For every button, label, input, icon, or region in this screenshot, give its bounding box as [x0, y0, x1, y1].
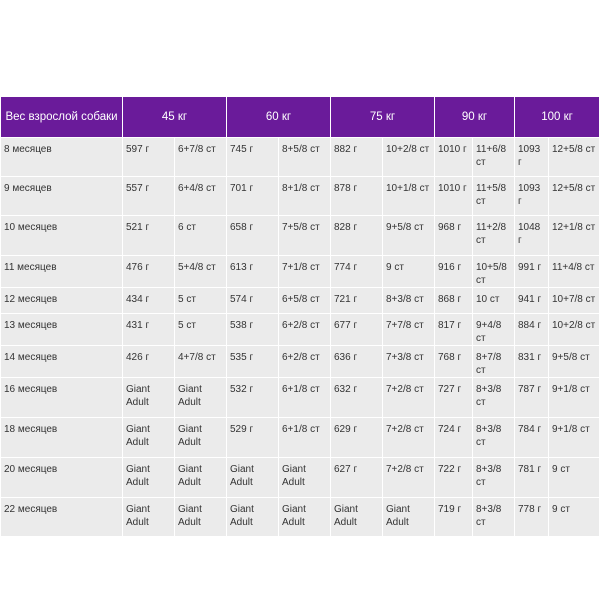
- row-age-label: 22 месяцев: [1, 498, 122, 536]
- cell-w75-cups: 10+1/8 ст: [383, 177, 434, 215]
- cell-w90-cups: 8+3/8 ст: [473, 378, 514, 417]
- table-row: [1, 458, 599, 497]
- cell-w60-grams: 701 г: [227, 177, 278, 215]
- cell-w60-grams: 529 г: [227, 418, 278, 457]
- header-weight-100: 100 кг: [515, 97, 599, 137]
- cell-w90-cups: 10 ст: [473, 288, 514, 313]
- cell-w75-cups: 7+2/8 ст: [383, 418, 434, 457]
- cell-w100-cups: 12+5/8 ст: [549, 138, 599, 176]
- cell-w90-cups: 10+5/8 ст: [473, 256, 514, 287]
- cell-w90-cups: 11+2/8 ст: [473, 216, 514, 255]
- cell-w90-cups: 8+3/8 ст: [473, 498, 514, 536]
- cell-w90-grams: 1010 г: [435, 177, 472, 215]
- cell-w75-cups: 8+3/8 ст: [383, 288, 434, 313]
- feeding-table: [0, 96, 600, 537]
- feeding-table-wrapper: [0, 96, 600, 537]
- cell-w75-grams: 878 г: [331, 177, 382, 215]
- cell-w75-grams: 774 г: [331, 256, 382, 287]
- cell-w100-grams: 1093 г: [515, 138, 548, 176]
- cell-w90-grams: 727 г: [435, 378, 472, 417]
- cell-w45-grams: Giant Adult: [123, 498, 174, 536]
- cell-w100-cups: 9+1/8 ст: [549, 418, 599, 457]
- cell-w100-grams: 831 г: [515, 346, 548, 377]
- cell-w60-cups: 6+5/8 ст: [279, 288, 330, 313]
- cell-w45-grams: 434 г: [123, 288, 174, 313]
- header-corner: Вес взрослой собаки: [1, 97, 122, 137]
- cell-w100-grams: 991 г: [515, 256, 548, 287]
- cell-w45-grams: 431 г: [123, 314, 174, 345]
- cell-w100-grams: 1048 г: [515, 216, 548, 255]
- cell-w60-grams: 745 г: [227, 138, 278, 176]
- cell-w45-grams: Giant Adult: [123, 378, 174, 417]
- cell-w75-grams: 632 г: [331, 378, 382, 417]
- header-weight-75: 75 кг: [331, 97, 434, 137]
- cell-w60-cups: 6+2/8 ст: [279, 346, 330, 377]
- row-age-label: 20 месяцев: [1, 458, 122, 497]
- cell-w60-grams: Giant Adult: [227, 458, 278, 497]
- table-row: [1, 177, 599, 215]
- cell-w100-cups: 9 ст: [549, 498, 599, 536]
- cell-w100-cups: 9 ст: [549, 458, 599, 497]
- cell-w45-cups: Giant Adult: [175, 378, 226, 417]
- cell-w45-grams: Giant Adult: [123, 418, 174, 457]
- cell-w100-grams: 787 г: [515, 378, 548, 417]
- cell-w100-grams: 781 г: [515, 458, 548, 497]
- cell-w90-grams: 768 г: [435, 346, 472, 377]
- row-age-label: 16 месяцев: [1, 378, 122, 417]
- cell-w60-cups: Giant Adult: [279, 458, 330, 497]
- cell-w60-grams: 532 г: [227, 378, 278, 417]
- cell-w100-cups: 9+1/8 ст: [549, 378, 599, 417]
- cell-w100-cups: 9+5/8 ст: [549, 346, 599, 377]
- cell-w60-cups: 6+1/8 ст: [279, 378, 330, 417]
- cell-w45-cups: Giant Adult: [175, 458, 226, 497]
- cell-w90-grams: 1010 г: [435, 138, 472, 176]
- cell-w100-cups: 12+1/8 ст: [549, 216, 599, 255]
- cell-w90-grams: 868 г: [435, 288, 472, 313]
- cell-w90-grams: 916 г: [435, 256, 472, 287]
- cell-w75-grams: 636 г: [331, 346, 382, 377]
- cell-w75-grams: 627 г: [331, 458, 382, 497]
- cell-w90-grams: 817 г: [435, 314, 472, 345]
- cell-w60-grams: 613 г: [227, 256, 278, 287]
- cell-w45-cups: Giant Adult: [175, 418, 226, 457]
- cell-w60-grams: 535 г: [227, 346, 278, 377]
- cell-w45-grams: 426 г: [123, 346, 174, 377]
- cell-w75-grams: 629 г: [331, 418, 382, 457]
- table-row: [1, 498, 599, 536]
- table-row: [1, 346, 599, 377]
- cell-w45-grams: 597 г: [123, 138, 174, 176]
- cell-w100-grams: 941 г: [515, 288, 548, 313]
- cell-w45-cups: 5 ст: [175, 314, 226, 345]
- table-row: [1, 138, 599, 176]
- header-row: [1, 97, 599, 137]
- table-row: [1, 288, 599, 313]
- cell-w75-cups: 7+3/8 ст: [383, 346, 434, 377]
- cell-w45-grams: Giant Adult: [123, 458, 174, 497]
- header-weight-60: 60 кг: [227, 97, 330, 137]
- cell-w60-cups: 8+1/8 ст: [279, 177, 330, 215]
- cell-w75-grams: 828 г: [331, 216, 382, 255]
- cell-w100-grams: 784 г: [515, 418, 548, 457]
- cell-w45-cups: 5 ст: [175, 288, 226, 313]
- cell-w100-cups: 10+2/8 ст: [549, 314, 599, 345]
- row-age-label: 12 месяцев: [1, 288, 122, 313]
- cell-w45-grams: 476 г: [123, 256, 174, 287]
- table-row: [1, 216, 599, 255]
- cell-w45-cups: 6 ст: [175, 216, 226, 255]
- row-age-label: 10 месяцев: [1, 216, 122, 255]
- cell-w100-grams: 778 г: [515, 498, 548, 536]
- cell-w60-cups: 6+1/8 ст: [279, 418, 330, 457]
- cell-w75-grams: 721 г: [331, 288, 382, 313]
- cell-w90-grams: 719 г: [435, 498, 472, 536]
- cell-w90-grams: 968 г: [435, 216, 472, 255]
- header-weight-45: 45 кг: [123, 97, 226, 137]
- cell-w60-cups: Giant Adult: [279, 498, 330, 536]
- cell-w75-cups: 9 ст: [383, 256, 434, 287]
- header-weight-90: 90 кг: [435, 97, 514, 137]
- cell-w75-cups: 9+5/8 ст: [383, 216, 434, 255]
- cell-w90-cups: 11+5/8 ст: [473, 177, 514, 215]
- cell-w75-grams: Giant Adult: [331, 498, 382, 536]
- cell-w75-cups: 7+7/8 ст: [383, 314, 434, 345]
- cell-w90-cups: 8+3/8 ст: [473, 458, 514, 497]
- cell-w60-cups: 6+2/8 ст: [279, 314, 330, 345]
- cell-w60-cups: 8+5/8 ст: [279, 138, 330, 176]
- row-age-label: 14 месяцев: [1, 346, 122, 377]
- cell-w75-cups: 7+2/8 ст: [383, 378, 434, 417]
- cell-w60-grams: Giant Adult: [227, 498, 278, 536]
- cell-w90-cups: 9+4/8 ст: [473, 314, 514, 345]
- cell-w75-cups: 10+2/8 ст: [383, 138, 434, 176]
- cell-w90-cups: 11+6/8 ст: [473, 138, 514, 176]
- cell-w60-cups: 7+1/8 ст: [279, 256, 330, 287]
- cell-w45-grams: 521 г: [123, 216, 174, 255]
- cell-w100-grams: 884 г: [515, 314, 548, 345]
- cell-w45-cups: Giant Adult: [175, 498, 226, 536]
- cell-w60-grams: 658 г: [227, 216, 278, 255]
- cell-w75-cups: 7+2/8 ст: [383, 458, 434, 497]
- table-row: [1, 256, 599, 287]
- cell-w100-grams: 1093 г: [515, 177, 548, 215]
- cell-w75-grams: 882 г: [331, 138, 382, 176]
- row-age-label: 8 месяцев: [1, 138, 122, 176]
- cell-w45-grams: 557 г: [123, 177, 174, 215]
- cell-w45-cups: 6+4/8 ст: [175, 177, 226, 215]
- cell-w45-cups: 6+7/8 ст: [175, 138, 226, 176]
- cell-w75-cups: Giant Adult: [383, 498, 434, 536]
- cell-w60-grams: 574 г: [227, 288, 278, 313]
- cell-w75-grams: 677 г: [331, 314, 382, 345]
- cell-w90-grams: 724 г: [435, 418, 472, 457]
- cell-w45-cups: 4+7/8 ст: [175, 346, 226, 377]
- cell-w90-cups: 8+7/8 ст: [473, 346, 514, 377]
- table-row: [1, 378, 599, 417]
- table-row: [1, 314, 599, 345]
- row-age-label: 18 месяцев: [1, 418, 122, 457]
- cell-w100-cups: 11+4/8 ст: [549, 256, 599, 287]
- cell-w90-cups: 8+3/8 ст: [473, 418, 514, 457]
- cell-w90-grams: 722 г: [435, 458, 472, 497]
- row-age-label: 11 месяцев: [1, 256, 122, 287]
- cell-w100-cups: 10+7/8 ст: [549, 288, 599, 313]
- cell-w45-cups: 5+4/8 ст: [175, 256, 226, 287]
- cell-w60-grams: 538 г: [227, 314, 278, 345]
- cell-w60-cups: 7+5/8 ст: [279, 216, 330, 255]
- row-age-label: 9 месяцев: [1, 177, 122, 215]
- cell-w100-cups: 12+5/8 ст: [549, 177, 599, 215]
- row-age-label: 13 месяцев: [1, 314, 122, 345]
- table-row: [1, 418, 599, 457]
